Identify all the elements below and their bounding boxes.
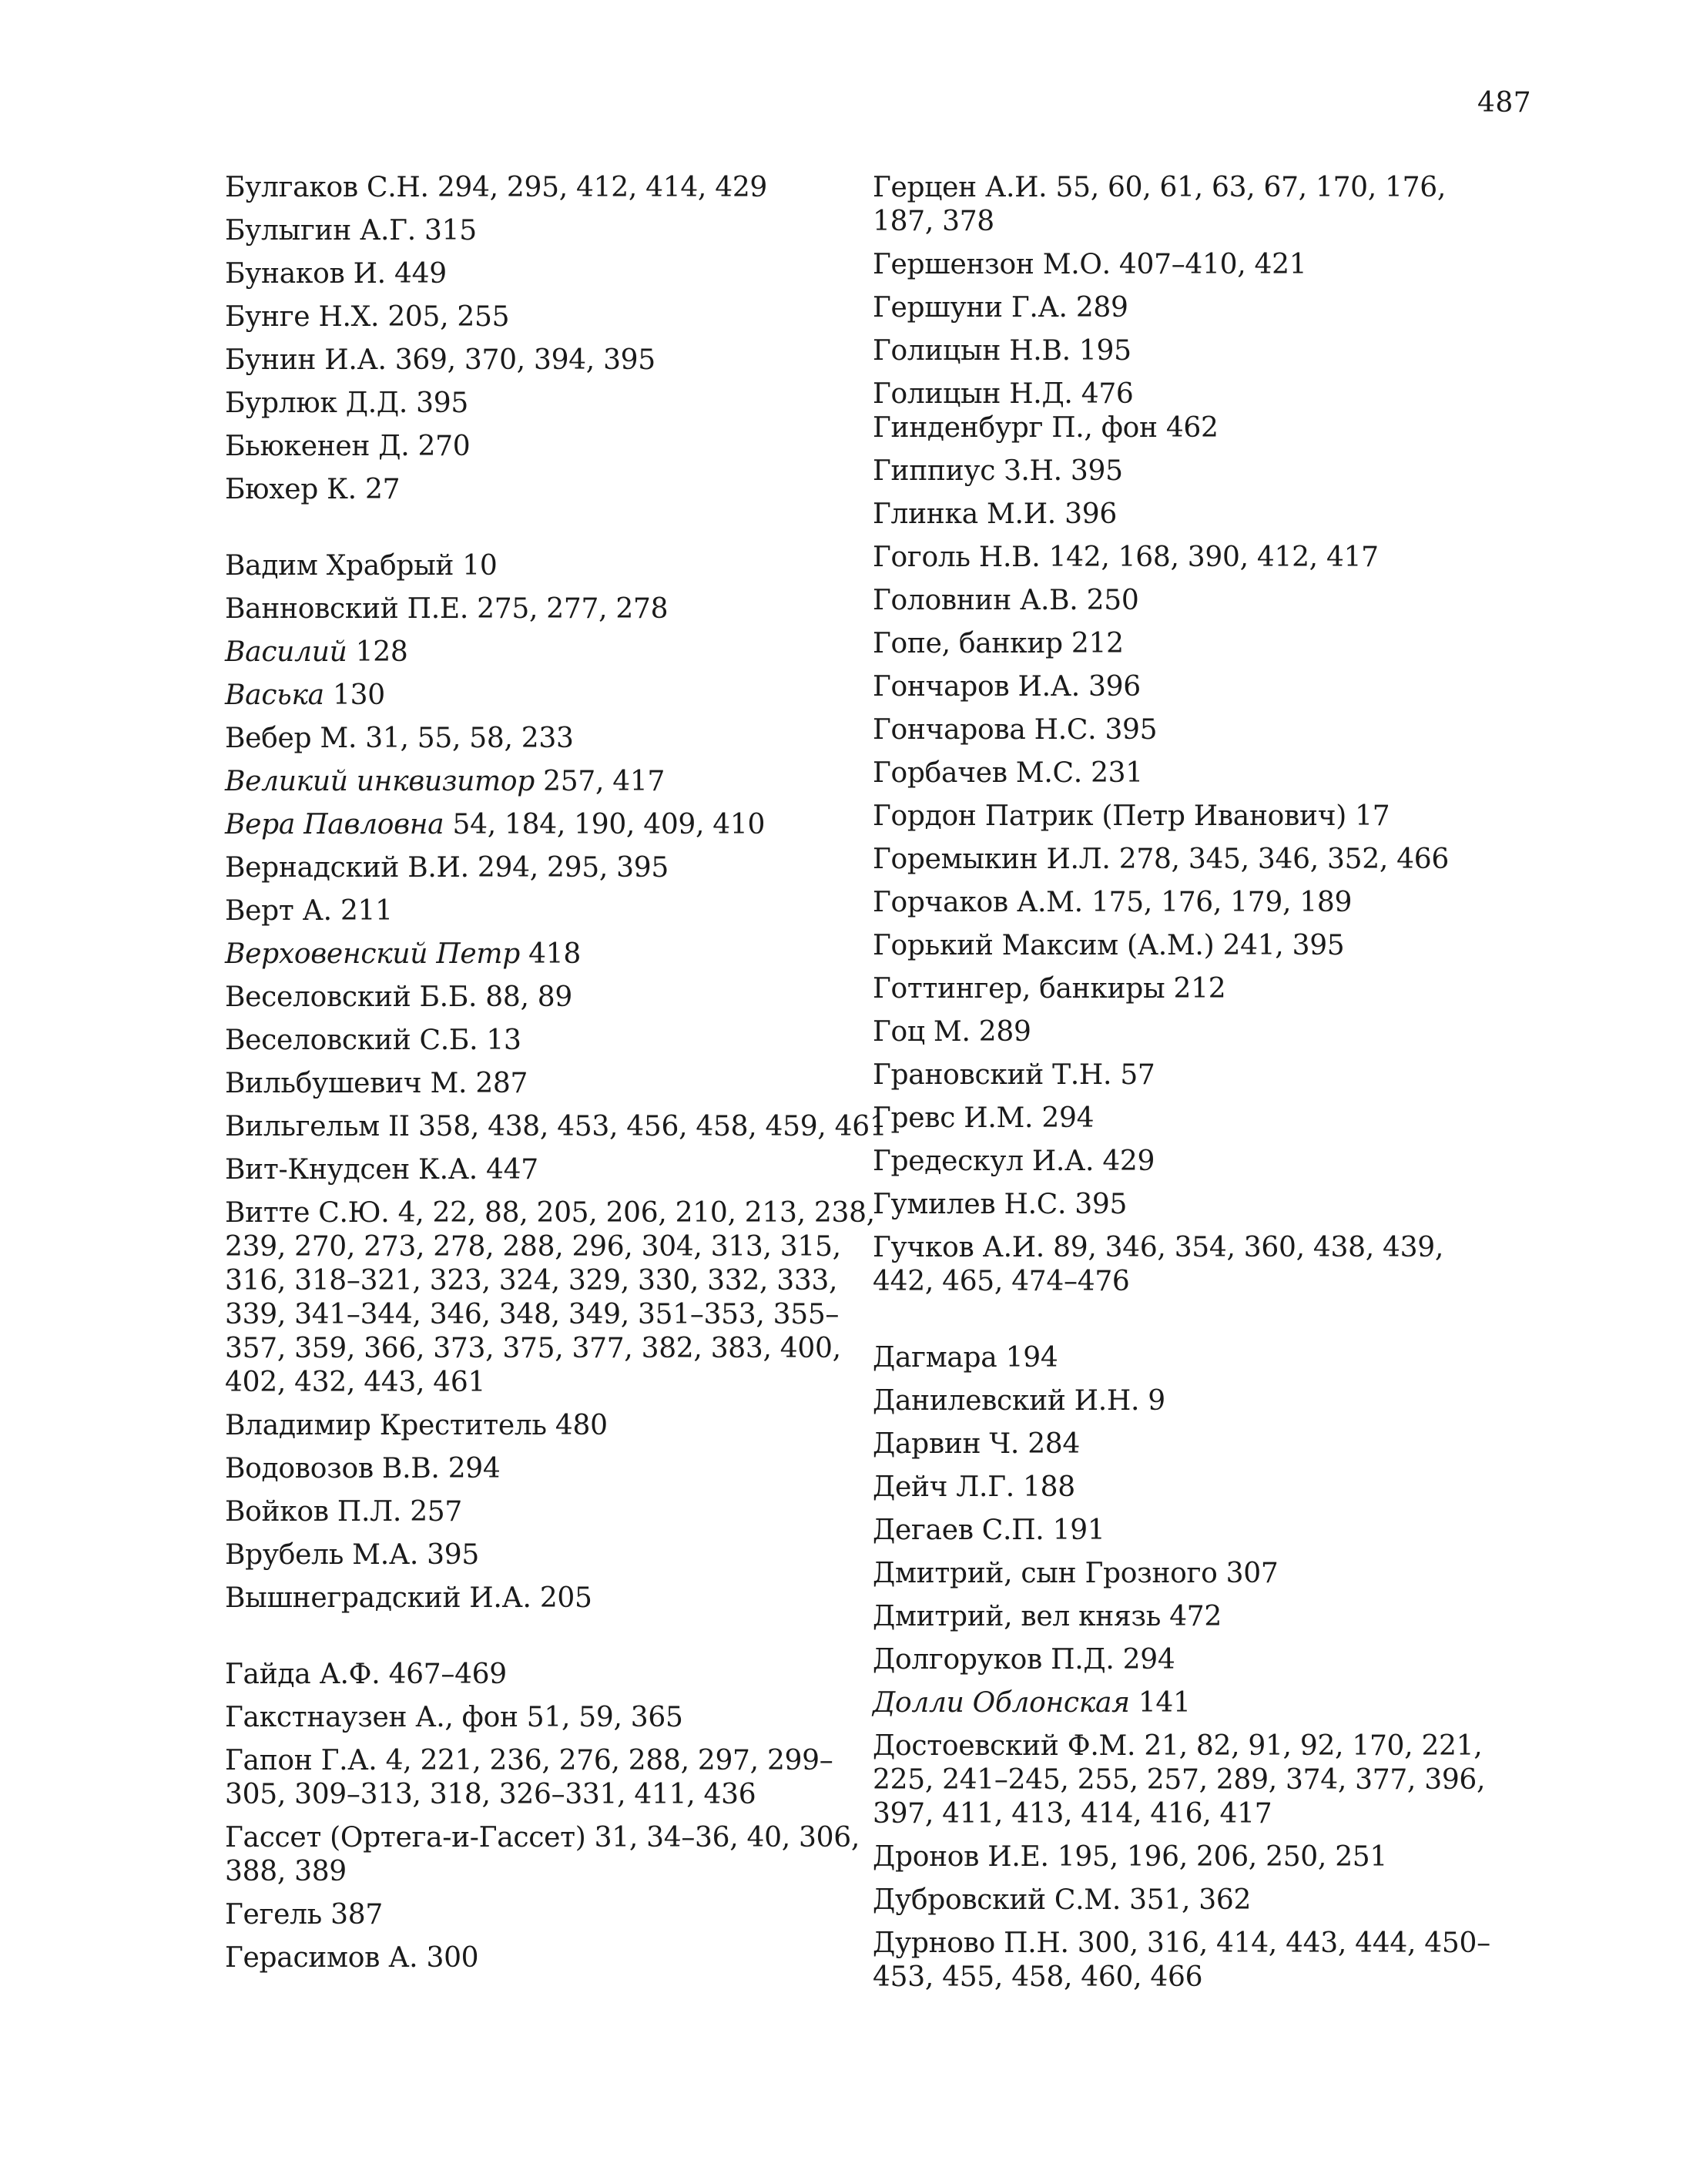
index-entry-name: Глинка М.И. [873, 498, 1056, 530]
index-entry-pages: 289 [1075, 292, 1128, 324]
index-entry [873, 1015, 1512, 1049]
index-entry-pages: 294 [448, 1453, 501, 1485]
index-entry-pages: 205 [539, 1582, 592, 1614]
index-entry [225, 981, 887, 1015]
index-entry-pages: 395 [1070, 455, 1123, 487]
index-entry [225, 1582, 887, 1615]
index-entry-pages: 396 [1088, 671, 1141, 703]
index-entry [225, 1701, 887, 1735]
index-entry [225, 257, 887, 291]
index-entry [225, 1196, 887, 1400]
index-entry [225, 387, 887, 421]
index-entry-pages: 195 [1078, 335, 1131, 367]
index-entry [873, 248, 1512, 282]
index-entry-pages: 54, 184, 190, 409, 410 [452, 809, 766, 840]
index-entry [225, 214, 887, 248]
index-entry-pages: 294 [1041, 1102, 1095, 1134]
index-entry-pages: 284 [1028, 1428, 1081, 1460]
index-entry [873, 1058, 1512, 1092]
index-entry-name: Гордон Патрик (Петр Иванович) [873, 800, 1346, 832]
index-entry-name: Веселовский Б.Б. [225, 981, 478, 1013]
index-entry-name: Дарвин Ч. [873, 1428, 1020, 1460]
index-entry-name: Дегаев С.П. [873, 1515, 1044, 1546]
index-entry-name: Васька [225, 679, 324, 711]
index-entry-name: Гучков А.И. [873, 1232, 1044, 1263]
index-entry-pages: 141 [1138, 1687, 1191, 1719]
index-entry [225, 938, 887, 971]
index-entry-name: Гайда А.Ф. [225, 1659, 381, 1690]
index-entry [225, 765, 887, 799]
index-entry-pages: 294, 295, 395 [477, 852, 669, 884]
index-entry-pages: 275, 277, 278 [477, 593, 669, 625]
index-entry-name: Гончаров И.А. [873, 671, 1080, 703]
index-entry [225, 1538, 887, 1572]
index-entry [873, 171, 1512, 239]
index-entry-pages: 257, 417 [543, 766, 665, 797]
index-entry [873, 843, 1512, 877]
index-entry-name: Дмитрий, вел князь [873, 1601, 1162, 1632]
index-entry-pages: 142, 168, 390, 412, 417 [1048, 542, 1379, 573]
index-entry-name: Вильбушевич М. [225, 1068, 468, 1099]
index-entry [225, 1067, 887, 1101]
index-entry-name: Бюхер К. [225, 474, 357, 505]
index-entry-pages: 231 [1091, 757, 1143, 789]
index-entry-name: Булыгин А.Г. [225, 215, 416, 247]
index-entry-pages: 55, 60, 61, 63, 67, 170, 176, 187, 378 [873, 172, 1447, 237]
index-entry-pages: 10 [462, 550, 498, 582]
index-entry [225, 1821, 887, 1889]
index-entry-name: Горбачев М.С. [873, 757, 1082, 789]
index-entry-name: Герцен А.И. [873, 172, 1048, 203]
index-entry-pages: 395 [1105, 714, 1158, 746]
index-entry-name: Гершуни Г.А. [873, 292, 1068, 324]
index-entry-pages: 128 [355, 636, 408, 668]
index-entry-name: Данилевский И.Н. [873, 1385, 1140, 1417]
index-entry-name: Гершензон М.О. [873, 249, 1111, 280]
index-entry-name: Гопе, банкир [873, 628, 1063, 659]
index-entry-name: Гоц М. [873, 1016, 971, 1048]
index-entry-pages: 212 [1173, 973, 1226, 1005]
index-entry [873, 1145, 1512, 1179]
index-entry [873, 886, 1512, 920]
index-entry-name: Головнин А.В. [873, 585, 1078, 616]
index-column-right [873, 171, 1512, 2004]
index-entry [873, 1643, 1512, 1677]
index-entry-name: Дагмара [873, 1342, 997, 1374]
index-entry-pages: 88, 89 [485, 981, 573, 1013]
index-entry-name: Дурново П.Н. [873, 1927, 1069, 1959]
index-entry-pages: 194 [1005, 1342, 1058, 1374]
index-entry [225, 1744, 887, 1812]
index-entry [873, 1514, 1512, 1548]
index-entry-pages: 447 [486, 1154, 538, 1186]
index-entry-pages: 351, 362 [1129, 1884, 1252, 1916]
index-entry [873, 541, 1512, 575]
index-entry-pages: 294 [1122, 1644, 1175, 1676]
index-entry-name: Владимир Креститель [225, 1410, 547, 1441]
index-entry-name: Водовозов В.В. [225, 1453, 440, 1485]
index-entry-name: Бурлюк Д.Д. [225, 387, 407, 419]
index-entry-name: Ванновский П.Е. [225, 593, 469, 625]
index-entry-pages: 395 [427, 1539, 479, 1571]
index-entry-name: Бунин И.А. [225, 344, 387, 376]
index-entry-name: Бунаков И. [225, 258, 386, 290]
index-entry [873, 1231, 1512, 1299]
index-letter-group [225, 171, 887, 507]
index-entry-pages: 396 [1064, 498, 1117, 530]
index-entry [873, 627, 1512, 661]
index-entry [225, 344, 887, 377]
index-entry-name: Вадим Храбрый [225, 550, 454, 582]
index-entry-name: Готтингер, банкиры [873, 973, 1165, 1005]
index-entry [225, 722, 887, 756]
index-entry [873, 584, 1512, 618]
index-entry-name: Бьюкенен Д. [225, 431, 410, 462]
index-entry-pages: 287 [475, 1068, 528, 1099]
index-entry-pages: 250 [1086, 585, 1139, 616]
index-entry [873, 1729, 1512, 1831]
index-entry-pages: 57 [1120, 1059, 1155, 1091]
index-entry [873, 1427, 1512, 1461]
index-entry [873, 1840, 1512, 1874]
index-entry [873, 1557, 1512, 1591]
index-entry-name: Гредескул И.А. [873, 1146, 1095, 1177]
index-entry-pages: 51, 59, 365 [526, 1702, 683, 1733]
index-entry [225, 851, 887, 885]
index-entry-pages: 31, 34–36, 40, 306, 388, 389 [225, 1822, 860, 1887]
index-entry-pages: 294, 295, 412, 414, 429 [437, 172, 768, 203]
index-entry [873, 929, 1512, 963]
index-entry-name: Долгоруков П.Д. [873, 1644, 1115, 1676]
index-entry-pages: 476 [1081, 378, 1134, 410]
index-entry-name: Витте С.Ю. [225, 1197, 390, 1229]
index-entry-pages: 211 [340, 895, 393, 927]
index-entry-name: Гревс И.М. [873, 1102, 1034, 1134]
index-entry-name: Дейч Л.Г. [873, 1471, 1014, 1503]
index-entry [873, 1471, 1512, 1505]
index-entry [873, 800, 1512, 834]
index-entry-pages: 418 [528, 938, 581, 970]
index-letter-group [873, 1341, 1512, 1994]
index-entry [225, 430, 887, 464]
index-letter-group [225, 1658, 887, 1975]
index-entry [873, 455, 1512, 488]
index-entry-pages: 472 [1169, 1601, 1222, 1632]
index-entry-pages: 300 [426, 1942, 479, 1974]
index-entry [225, 894, 887, 928]
index-entry-pages: 467–469 [388, 1659, 507, 1690]
index-entry-name: Вернадский В.И. [225, 852, 469, 884]
index-entry-pages: 307 [1225, 1558, 1279, 1589]
index-entry-pages: 4, 221, 236, 276, 288, 297, 299–305, 309–313, 318, 326–331, 411, 436 [225, 1745, 833, 1810]
index-entry-name: Вильгельм II [225, 1111, 410, 1142]
index-entry-pages: 449 [394, 258, 447, 290]
index-entry-pages: 289 [978, 1016, 1031, 1048]
index-entry-name: Веселовский С.Б. [225, 1025, 478, 1056]
index-entry-pages: 4, 22, 88, 205, 206, 210, 213, 238, 239, 270, 273, 278, 288, 296, 304, 313, 315, 316, 318–321, 323, 324, 329, 330, 332, 333, 339, 341–344, 346, 348, 349, 351–353, 355–357, 359, 366, 373, 375, 377, 382, 383, 400, 402, 432, 443, 461 [225, 1197, 875, 1398]
index-entry [225, 171, 887, 205]
index-entry-name: Гегель [225, 1899, 322, 1931]
index-entry [873, 498, 1512, 532]
index-entry-name: Войков П.Л. [225, 1496, 402, 1528]
page-number: 487 [1477, 87, 1532, 119]
index-entry [225, 592, 887, 626]
index-entry-name: Долли Облонская [873, 1687, 1130, 1719]
index-entry-name: Булгаков С.Н. [225, 172, 429, 203]
index-entry [225, 1110, 887, 1144]
index-entry-pages: 13 [486, 1025, 521, 1056]
index-entry-name: Достоевский Ф.М. [873, 1730, 1136, 1762]
index-entry-pages: 21, 82, 91, 92, 170, 221, 225, 241–245, 255, 257, 289, 374, 377, 396, 397, 411, 413, 414, 416, 417 [873, 1730, 1486, 1830]
index-entry-pages: 407–410, 421 [1118, 249, 1307, 280]
index-entry-name: Врубель М.А. [225, 1539, 418, 1571]
index-entry-pages: 369, 370, 394, 395 [394, 344, 655, 376]
index-entry [873, 670, 1512, 704]
index-entry-name: Василий [225, 636, 347, 668]
index-entry-pages: 395 [1075, 1189, 1128, 1220]
index-entry-name: Вера Павловна [225, 809, 444, 840]
index-column-left [225, 171, 887, 1984]
index-entry [225, 679, 887, 713]
index-entry [225, 1495, 887, 1529]
index-entry-pages: 9 [1148, 1385, 1165, 1417]
index-entry-pages: 212 [1071, 628, 1124, 659]
index-entry [225, 1941, 887, 1975]
index-entry [873, 972, 1512, 1006]
index-entry-name: Верховенский Петр [225, 938, 521, 970]
index-entry-name: Вышнеградский И.А. [225, 1582, 531, 1614]
index-entry-pages: 130 [333, 679, 385, 711]
index-entry [873, 1927, 1512, 1994]
index-entry-pages: 480 [555, 1410, 608, 1441]
index-entry-name: Дмитрий, сын Грозного [873, 1558, 1218, 1589]
index-entry-name: Голицын Н.В. [873, 335, 1071, 367]
index-entry [873, 1686, 1512, 1720]
index-entry-name: Бунге Н.Х. [225, 301, 380, 333]
index-entry-pages: 278, 345, 346, 352, 466 [1118, 844, 1449, 875]
index-entry-name: Гассет (Ортега-и-Гассет) [225, 1822, 586, 1854]
index-entry [873, 1188, 1512, 1222]
index-entry [873, 334, 1512, 368]
index-entry-name: Гумилев Н.С. [873, 1189, 1067, 1220]
index-entry-name: Горький Максим (А.М.) [873, 930, 1215, 961]
index-entry-pages: 270 [417, 431, 471, 462]
index-entry-name: Вит-Кнудсен К.А. [225, 1154, 478, 1186]
index-entry [873, 1600, 1512, 1634]
index-entry-name: Гиппиус З.Н. [873, 455, 1062, 487]
index-entry-pages: 315 [424, 215, 477, 247]
index-entry-pages: 205, 255 [387, 301, 510, 333]
index-entry-pages: 387 [330, 1899, 383, 1931]
index-entry-pages: 241, 395 [1222, 930, 1345, 961]
index-entry-pages: 195, 196, 206, 250, 251 [1057, 1841, 1388, 1873]
index-entry [225, 300, 887, 334]
index-entry-name: Великий инквизитор [225, 766, 535, 797]
index-entry-name: Гончарова Н.С. [873, 714, 1097, 746]
index-entry-pages: 17 [1355, 800, 1390, 832]
index-entry [225, 473, 887, 507]
index-entry [225, 1153, 887, 1187]
index-entry-name: Грановский Т.Н. [873, 1059, 1112, 1091]
index-entry [873, 757, 1512, 790]
index-entry-pages: 175, 176, 179, 189 [1091, 887, 1353, 918]
index-entry-pages: 188 [1023, 1471, 1075, 1503]
index-entry [873, 713, 1512, 747]
index-entry-name: Гинденбург П., фон [873, 412, 1158, 444]
index-entry-pages: 89, 346, 354, 360, 438, 439, 442, 465, 474–476 [873, 1232, 1443, 1297]
index-entry [873, 1341, 1512, 1375]
index-entry-pages: 300, 316, 414, 443, 444, 450–453, 455, 458, 460, 466 [873, 1927, 1490, 1993]
index-entry-pages: 429 [1102, 1146, 1155, 1177]
index-entry-pages: 257 [410, 1496, 463, 1528]
index-entry-pages: 31, 55, 58, 233 [365, 723, 574, 754]
index-entry-pages: 27 [364, 474, 401, 505]
index-entry [873, 411, 1512, 445]
index-entry-name: Гапон Г.А. [225, 1745, 377, 1776]
index-entry-name: Горчаков А.М. [873, 887, 1083, 918]
index-entry [225, 1024, 887, 1058]
index-letter-group [225, 549, 887, 1615]
index-entry [873, 1884, 1512, 1917]
index-entry [225, 1409, 887, 1443]
index-entry [225, 808, 887, 842]
index-entry-name: Герасимов А. [225, 1942, 418, 1974]
index-entry-pages: 358, 438, 453, 456, 458, 459, 461 [418, 1111, 887, 1142]
index-entry [225, 1452, 887, 1486]
index-entry [225, 1898, 887, 1932]
index-entry-name: Дронов И.Е. [873, 1841, 1049, 1873]
index-entry-name: Горемыкин И.Л. [873, 844, 1111, 875]
index-entry-name: Дубровский С.М. [873, 1884, 1121, 1916]
index-entry [225, 636, 887, 669]
index-entry-pages: 395 [416, 387, 468, 419]
index-letter-group [873, 171, 1512, 1299]
index-entry [225, 549, 887, 583]
index-entry-name: Вебер М. [225, 723, 357, 754]
index-entry-name: Гоголь Н.В. [873, 542, 1041, 573]
index-entry-pages: 462 [1165, 412, 1219, 444]
index-entry-name: Гакстнаузен А., фон [225, 1702, 518, 1733]
index-entry [873, 1384, 1512, 1418]
index-entry [873, 377, 1512, 411]
index-entry [873, 1102, 1512, 1136]
index-entry [225, 1658, 887, 1692]
index-entry-name: Верт А. [225, 895, 332, 927]
index-entry [873, 291, 1512, 325]
index-entry-name: Голицын Н.Д. [873, 378, 1073, 410]
index-entry-pages: 191 [1052, 1515, 1105, 1546]
